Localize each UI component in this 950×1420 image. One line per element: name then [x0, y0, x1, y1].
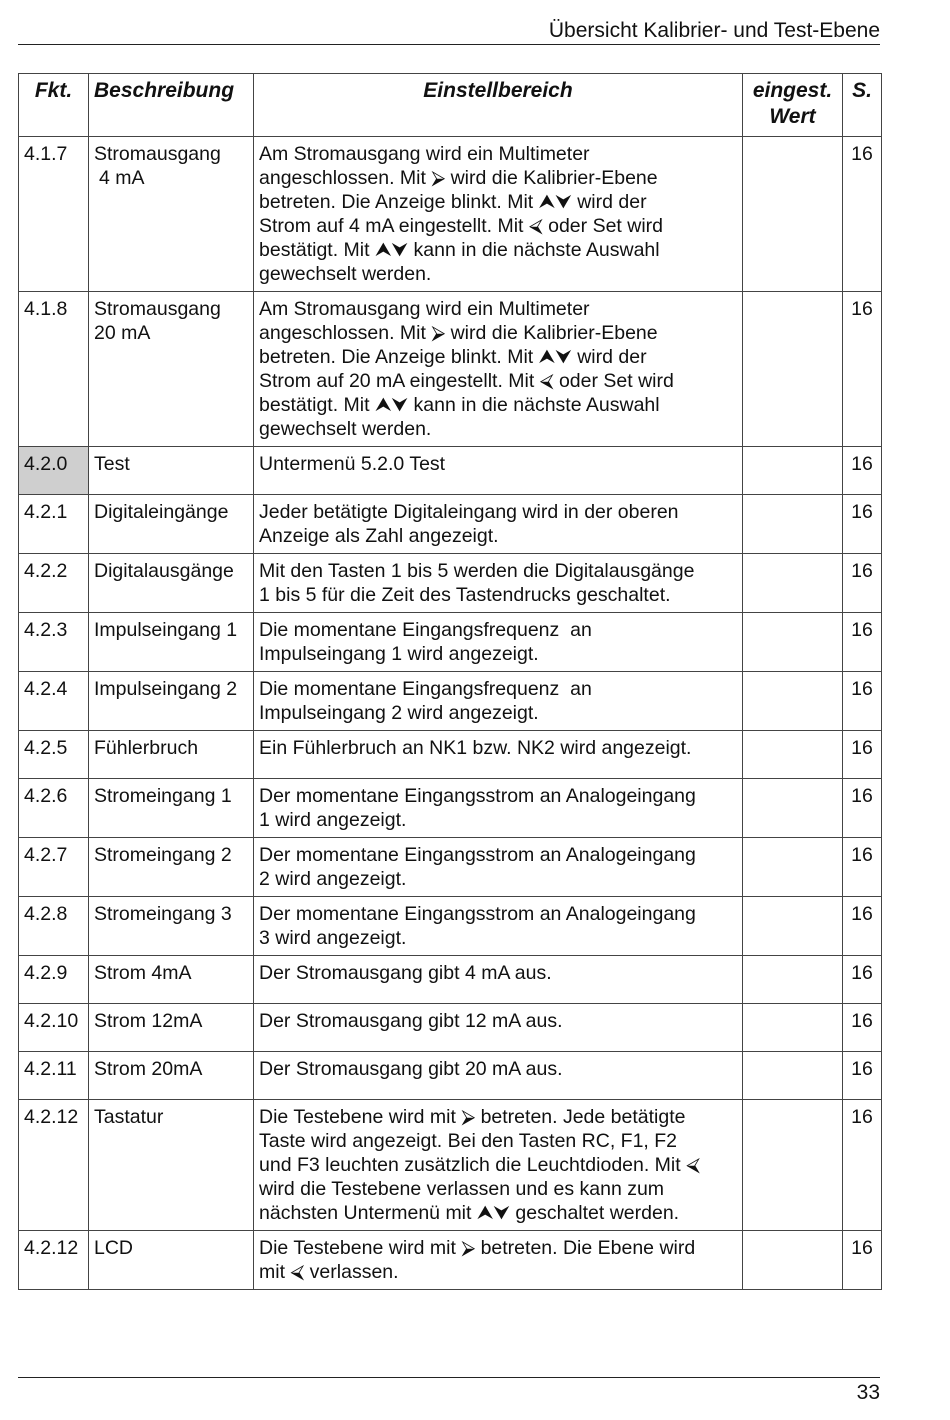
description-line: Impulseingang 1	[94, 619, 238, 641]
range-line: Anzeige als Zahl angezeigt.	[259, 525, 499, 547]
cell-page: 16	[843, 495, 882, 554]
cell-description	[89, 838, 254, 897]
table-row	[19, 956, 882, 1004]
table-row	[19, 292, 882, 447]
cell-value	[743, 1231, 843, 1290]
cell-value	[743, 956, 843, 1004]
cell-page: 16	[843, 1004, 882, 1052]
table-row	[19, 137, 882, 292]
cell-range	[254, 779, 743, 838]
cell-fkt: 4.1.8	[19, 292, 89, 447]
cell-description	[89, 137, 254, 292]
range-line: Am Stromausgang wird ein Multimeter	[259, 143, 590, 165]
description-line: Strom 12mA	[94, 1010, 203, 1032]
cell-range	[254, 672, 743, 731]
table-row	[19, 613, 882, 672]
range-line: Impulseingang 1 wird angezeigt.	[259, 643, 539, 665]
range-line: Der Stromausgang gibt 20 mA aus.	[259, 1058, 563, 1080]
cell-fkt: 4.2.7	[19, 838, 89, 897]
cell-range	[254, 1100, 743, 1231]
description-line: Stromausgang	[94, 143, 221, 165]
column-header-value	[743, 74, 843, 137]
table-row	[19, 672, 882, 731]
range-line: 3 wird angezeigt.	[259, 927, 407, 949]
range-line: und F3 leuchten zusätzlich die Leuchtdioden. Mit ⮘	[259, 1154, 700, 1176]
cell-fkt: 4.2.11	[19, 1052, 89, 1100]
range-line: Der Stromausgang gibt 12 mA aus.	[259, 1010, 563, 1032]
cell-description	[89, 1100, 254, 1231]
range-line: 1 bis 5 für die Zeit des Tastendrucks geschaltet.	[259, 584, 671, 606]
description-line: Stromeingang 2	[94, 844, 232, 866]
cell-description	[89, 554, 254, 613]
cell-page: 16	[843, 137, 882, 292]
cell-range	[254, 1052, 743, 1100]
cell-page: 16	[843, 1100, 882, 1231]
cell-page: 16	[843, 731, 882, 779]
column-header-fkt: Fkt.	[19, 74, 89, 137]
cell-page: 16	[843, 956, 882, 1004]
cell-value	[743, 672, 843, 731]
cell-fkt: 4.2.2	[19, 554, 89, 613]
cell-value	[743, 554, 843, 613]
range-line: Taste wird angezeigt. Bei den Tasten RC, F1, F2	[259, 1130, 678, 1152]
cell-range	[254, 838, 743, 897]
page-number: 33	[856, 1381, 880, 1404]
description-line: Strom 4mA	[94, 962, 192, 984]
cell-value	[743, 613, 843, 672]
range-line: nächsten Untermenü mit ⮝⮟ geschaltet werden.	[259, 1202, 680, 1224]
cell-range	[254, 1231, 743, 1290]
range-line: Der Stromausgang gibt 4 mA aus.	[259, 962, 552, 984]
range-line: bestätigt. Mit ⮝⮟ kann in die nächste Auswahl	[259, 394, 660, 416]
cell-value	[743, 731, 843, 779]
description-line: Test	[94, 453, 130, 475]
range-line: 1 wird angezeigt.	[259, 809, 407, 831]
cell-page: 16	[843, 554, 882, 613]
cell-value	[743, 292, 843, 447]
cell-description	[89, 897, 254, 956]
table-row	[19, 1100, 882, 1231]
cell-fkt: 4.2.1	[19, 495, 89, 554]
cell-page: 16	[843, 447, 882, 495]
cell-range	[254, 495, 743, 554]
range-line: Der momentane Eingangsstrom an Analogeingang	[259, 903, 696, 925]
description-line: Fühlerbruch	[94, 737, 199, 759]
table-row	[19, 495, 882, 554]
cell-range	[254, 554, 743, 613]
cell-page: 16	[843, 672, 882, 731]
range-line: angeschlossen. Mit ⮚ wird die Kalibrier-Ebene	[259, 322, 658, 344]
cell-description	[89, 292, 254, 447]
range-line: gewechselt werden.	[259, 263, 432, 285]
range-line: Die momentane Eingangsfrequenz an	[259, 619, 592, 641]
column-header-value-line2: Wert	[769, 105, 816, 128]
cell-range	[254, 447, 743, 495]
cell-value	[743, 838, 843, 897]
cell-range	[254, 137, 743, 292]
table-row	[19, 838, 882, 897]
description-line: 4 mA	[99, 167, 145, 189]
range-line: Am Stromausgang wird ein Multimeter	[259, 298, 590, 320]
cell-value	[743, 447, 843, 495]
cell-description	[89, 613, 254, 672]
page-header-title: Übersicht Kalibrier- und Test-Ebene	[548, 19, 880, 42]
cell-page: 16	[843, 1231, 882, 1290]
range-line: gewechselt werden.	[259, 418, 432, 440]
description-line: Tastatur	[94, 1106, 164, 1128]
cell-description	[89, 495, 254, 554]
description-line: Stromeingang 3	[94, 903, 232, 925]
cell-value	[743, 495, 843, 554]
cell-fkt: 4.2.12	[19, 1231, 89, 1290]
range-line: mit ⮘ verlassen.	[259, 1261, 399, 1283]
table-header-row	[19, 74, 882, 137]
cell-fkt: 4.2.8	[19, 897, 89, 956]
cell-fkt: 4.2.4	[19, 672, 89, 731]
range-line: Impulseingang 2 wird angezeigt.	[259, 702, 539, 724]
description-line: LCD	[94, 1237, 134, 1259]
range-line: Der momentane Eingangsstrom an Analogeingang	[259, 844, 696, 866]
description-line: Stromausgang	[94, 298, 221, 320]
cell-description	[89, 779, 254, 838]
table-row	[19, 1004, 882, 1052]
range-line: Die Testebene wird mit ⮚ betreten. Die Ebene wird	[259, 1237, 696, 1259]
cell-description	[89, 1052, 254, 1100]
range-line: Untermenü 5.2.0 Test	[259, 453, 446, 475]
range-line: Die Testebene wird mit ⮚ betreten. Jede betätigte	[259, 1106, 686, 1128]
cell-value	[743, 137, 843, 292]
range-line: angeschlossen. Mit ⮚ wird die Kalibrier-Ebene	[259, 167, 658, 189]
cell-fkt: 4.2.3	[19, 613, 89, 672]
cell-description	[89, 672, 254, 731]
table-row	[19, 1052, 882, 1100]
cell-value	[743, 779, 843, 838]
cell-value	[743, 1100, 843, 1231]
range-line: betreten. Die Anzeige blinkt. Mit ⮝⮟ wird der	[259, 346, 647, 368]
description-line: 20 mA	[94, 322, 151, 344]
cell-description	[89, 447, 254, 495]
cell-range	[254, 956, 743, 1004]
table-body	[19, 137, 882, 1290]
range-line: Ein Fühlerbruch an NK1 bzw. NK2 wird angezeigt.	[259, 737, 692, 759]
cell-fkt: 4.2.6	[19, 779, 89, 838]
cell-page: 16	[843, 1052, 882, 1100]
table-row	[19, 447, 882, 495]
description-line: Stromeingang 1	[94, 785, 232, 807]
cell-page: 16	[843, 838, 882, 897]
table-row	[19, 731, 882, 779]
cell-fkt: 4.2.12	[19, 1100, 89, 1231]
range-line: Mit den Tasten 1 bis 5 werden die Digitalausgänge	[259, 560, 695, 582]
table-row	[19, 554, 882, 613]
table-row	[19, 779, 882, 838]
cell-range	[254, 292, 743, 447]
description-line: Strom 20mA	[94, 1058, 203, 1080]
cell-page: 16	[843, 897, 882, 956]
column-header-description: Beschreibung	[89, 74, 254, 137]
cell-page: 16	[843, 292, 882, 447]
range-line: bestätigt. Mit ⮝⮟ kann in die nächste Auswahl	[259, 239, 660, 261]
table-row	[19, 897, 882, 956]
cell-range	[254, 731, 743, 779]
range-line: Die momentane Eingangsfrequenz an	[259, 678, 592, 700]
cell-range	[254, 613, 743, 672]
cell-fkt: 4.2.0	[19, 447, 89, 495]
cell-range	[254, 1004, 743, 1052]
range-line: Strom auf 20 mA eingestellt. Mit ⮘ oder Set wird	[259, 370, 674, 392]
description-line: Digitaleingänge	[94, 501, 229, 523]
column-header-value-line1: eingest.	[752, 79, 833, 102]
range-line: Der momentane Eingangsstrom an Analogeingang	[259, 785, 696, 807]
cell-value	[743, 1004, 843, 1052]
table-row	[19, 1231, 882, 1290]
range-line: betreten. Die Anzeige blinkt. Mit ⮝⮟ wird der	[259, 191, 647, 213]
cell-description	[89, 1004, 254, 1052]
description-line: Impulseingang 2	[94, 678, 238, 700]
function-table	[18, 73, 882, 1290]
cell-fkt: 4.2.5	[19, 731, 89, 779]
cell-fkt: 4.2.10	[19, 1004, 89, 1052]
column-header-page: S.	[843, 74, 882, 137]
cell-description	[89, 731, 254, 779]
cell-description	[89, 1231, 254, 1290]
column-header-range: Einstellbereich	[254, 74, 743, 137]
cell-range	[254, 897, 743, 956]
cell-value	[743, 1052, 843, 1100]
range-line: Jeder betätigte Digitaleingang wird in der oberen	[259, 501, 679, 523]
description-line: Digitalausgänge	[94, 560, 234, 582]
range-line: 2 wird angezeigt.	[259, 868, 407, 890]
cell-value	[743, 897, 843, 956]
footer-rule	[18, 1377, 880, 1378]
cell-page: 16	[843, 779, 882, 838]
cell-fkt: 4.2.9	[19, 956, 89, 1004]
header-rule	[18, 44, 880, 45]
range-line: Strom auf 4 mA eingestellt. Mit ⮘ oder Set wird	[259, 215, 664, 237]
cell-description	[89, 956, 254, 1004]
cell-page: 16	[843, 613, 882, 672]
cell-fkt: 4.1.7	[19, 137, 89, 292]
range-line: wird die Testebene verlassen und es kann zum	[259, 1178, 665, 1200]
